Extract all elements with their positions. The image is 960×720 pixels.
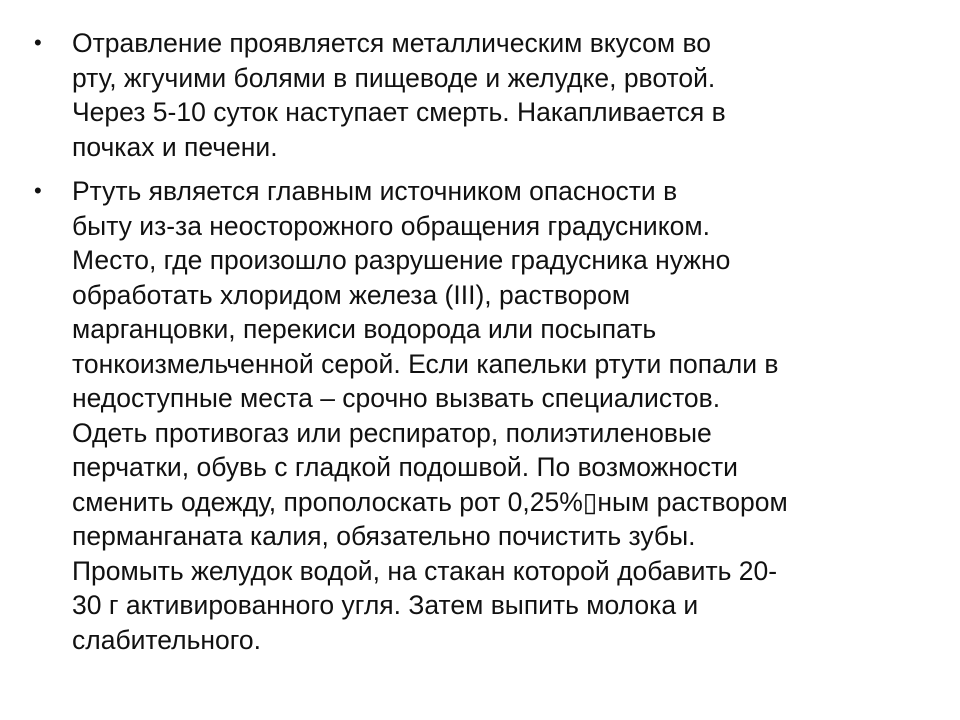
bullet-text: Отравление проявляется металлическим вкусом во рту, жгучими болями в пищеводе и желудке, рвотой. Через 5-10 суток наступает смерть. Накапливается в почках и печени. [72, 28, 726, 162]
bullet-marker: • [34, 30, 42, 55]
bullet-item-poisoning-symptoms [34, 26, 944, 164]
bullet-list [34, 26, 944, 667]
bullet-marker: • [34, 178, 42, 203]
bullet-item-mercury-safety [34, 174, 944, 657]
bullet-text: Ртуть является главным источником опасности в быту из-за неосторожного обращения градусником. Место, где произошло разрушение градусника нужно обработать хлоридом железа (III), раствором марганцовки, перекиси водорода или посыпать тонкоизмельченной серой. Если капельки ртути попали в недоступные места – срочно вызвать специалистов. Одеть противогаз или респиратор, полиэтиленовые перчатки, обувь с гладкой подошвой. По возможности сменить одежду, прополоскать рот 0,25%▯ным раствором перманганата калия, обязательно почистить зубы. Промыть желудок водой, на стакан которой добавить 20- 30 г активированного угля. Затем выпить молока и слабительного. [72, 176, 788, 655]
